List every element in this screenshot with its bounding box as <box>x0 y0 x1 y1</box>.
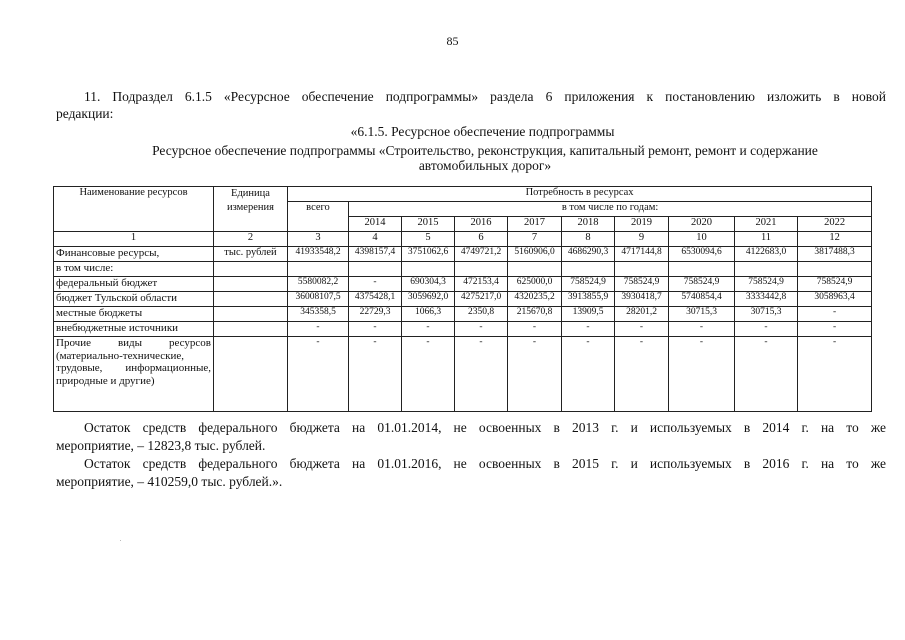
footer-paragraph-1-line2: мероприятие, – 12823,8 тыс. рублей. <box>56 438 266 453</box>
header-unit: Единица измерения <box>214 187 288 232</box>
row-value <box>669 262 735 277</box>
row-value: 3059692,0 <box>402 292 455 307</box>
header-resource-name: Наименование ресурсов <box>54 187 214 232</box>
row-value: - <box>402 337 455 412</box>
resource-table <box>53 186 872 412</box>
table-row-other-resources <box>54 337 872 412</box>
row-value: 4749721,2 <box>455 247 508 262</box>
row-value <box>288 262 349 277</box>
row-value: - <box>735 337 798 412</box>
row-value: - <box>562 322 615 337</box>
row-value: - <box>349 277 402 292</box>
row-value: 30715,3 <box>669 307 735 322</box>
row-label: местные бюджеты <box>54 307 214 322</box>
row-value: 4717144,8 <box>615 247 669 262</box>
table-caption <box>100 143 870 173</box>
row-label: бюджет Тульской области <box>54 292 214 307</box>
row-value: 3930418,7 <box>615 292 669 307</box>
row-value: 5160906,0 <box>508 247 562 262</box>
row-value <box>455 262 508 277</box>
column-number: 9 <box>615 232 669 247</box>
table-row-including <box>54 262 872 277</box>
table-row-federal <box>54 277 872 292</box>
header-total: всего <box>288 202 349 232</box>
row-value: 36008107,5 <box>288 292 349 307</box>
row-value: - <box>402 322 455 337</box>
row-unit <box>214 262 288 277</box>
row-value: 3913855,9 <box>562 292 615 307</box>
row-value: 3817488,3 <box>798 247 872 262</box>
footer-paragraph-2-line2: мероприятие, – 410259,0 тыс. рублей.». <box>56 474 283 489</box>
intro-paragraph-line1: 11. Подраздел 6.1.5 «Ресурсное обеспечение подпрограммы» раздела 6 приложения к постановлению изложить в новой <box>84 89 886 104</box>
row-value: - <box>288 322 349 337</box>
row-unit <box>214 337 288 412</box>
row-unit <box>214 292 288 307</box>
scan-speck <box>120 540 121 541</box>
column-number: 4 <box>349 232 402 247</box>
row-value: 4398157,4 <box>349 247 402 262</box>
column-numbers-row <box>54 232 872 247</box>
row-value <box>735 262 798 277</box>
row-value: 4320235,2 <box>508 292 562 307</box>
row-value: 3751062,6 <box>402 247 455 262</box>
row-value: - <box>798 307 872 322</box>
row-label: Финансовые ресурсы, <box>54 247 214 262</box>
row-value: - <box>508 322 562 337</box>
footer-paragraph-2 <box>56 455 886 491</box>
row-value: 30715,3 <box>735 307 798 322</box>
section-title: «6.1.5. Ресурсное обеспечение подпрограммы <box>350 124 615 139</box>
row-unit <box>214 307 288 322</box>
header-year: 2020 <box>669 217 735 232</box>
row-value: 625000,0 <box>508 277 562 292</box>
header-need: Потребность в ресурсах <box>288 187 872 202</box>
row-value: 4686290,3 <box>562 247 615 262</box>
header-by-years: в том числе по годам: <box>349 202 872 217</box>
header-year: 2019 <box>615 217 669 232</box>
footer-paragraph-1-line1: Остаток средств федерального бюджета на 01.01.2014, не освоенных в 2013 г. и используемых в 2014 г. на то же <box>84 420 886 435</box>
column-number: 5 <box>402 232 455 247</box>
row-value <box>562 262 615 277</box>
row-value: - <box>735 322 798 337</box>
row-value: 758524,9 <box>562 277 615 292</box>
row-value: - <box>798 322 872 337</box>
row-value: 13909,5 <box>562 307 615 322</box>
table-row-financial <box>54 247 872 262</box>
row-value: 4275217,0 <box>455 292 508 307</box>
header-year: 2021 <box>735 217 798 232</box>
table-row-extrabudget <box>54 322 872 337</box>
row-value <box>508 262 562 277</box>
row-value: 1066,3 <box>402 307 455 322</box>
column-number: 7 <box>508 232 562 247</box>
row-value: - <box>349 322 402 337</box>
row-value: - <box>562 337 615 412</box>
row-value: 215670,8 <box>508 307 562 322</box>
table-caption-line1: Ресурсное обеспечение подпрограммы «Строительство, реконструкция, капитальный ремонт, ремонт и содержание <box>152 143 818 158</box>
column-number: 10 <box>669 232 735 247</box>
row-value: 758524,9 <box>735 277 798 292</box>
row-value: 5740854,4 <box>669 292 735 307</box>
header-year: 2016 <box>455 217 508 232</box>
row-value: - <box>615 337 669 412</box>
column-number: 3 <box>288 232 349 247</box>
column-number: 1 <box>54 232 214 247</box>
table-row-regional <box>54 292 872 307</box>
header-year: 2022 <box>798 217 872 232</box>
header-year: 2018 <box>562 217 615 232</box>
row-value: 345358,5 <box>288 307 349 322</box>
page-number: 85 <box>446 34 459 48</box>
row-value: 758524,9 <box>669 277 735 292</box>
row-value: 4375428,1 <box>349 292 402 307</box>
row-value: 758524,9 <box>798 277 872 292</box>
row-value: 41933548,2 <box>288 247 349 262</box>
row-value: - <box>615 322 669 337</box>
table-row-local <box>54 307 872 322</box>
column-number: 6 <box>455 232 508 247</box>
row-value: - <box>669 322 735 337</box>
row-value: - <box>798 337 872 412</box>
header-year: 2015 <box>402 217 455 232</box>
row-value: 472153,4 <box>455 277 508 292</box>
row-value <box>349 262 402 277</box>
row-value <box>615 262 669 277</box>
column-number: 8 <box>562 232 615 247</box>
row-value: 3058963,4 <box>798 292 872 307</box>
header-year: 2017 <box>508 217 562 232</box>
row-value: 4122683,0 <box>735 247 798 262</box>
row-value: 22729,3 <box>349 307 402 322</box>
column-number: 11 <box>735 232 798 247</box>
table-caption-line2: автомобильных дорог» <box>418 158 552 173</box>
row-value: 28201,2 <box>615 307 669 322</box>
column-number: 2 <box>214 232 288 247</box>
row-value <box>402 262 455 277</box>
row-value: 2350,8 <box>455 307 508 322</box>
header-year: 2014 <box>349 217 402 232</box>
row-unit <box>214 277 288 292</box>
row-value: - <box>669 337 735 412</box>
row-label: Прочие виды ресурсов (материально-технические, трудовые, информационные, природные и другие) <box>54 337 214 412</box>
row-label: федеральный бюджет <box>54 277 214 292</box>
row-value: - <box>508 337 562 412</box>
row-value: - <box>455 322 508 337</box>
row-value: - <box>288 337 349 412</box>
row-value: - <box>349 337 402 412</box>
row-label: внебюджетные источники <box>54 322 214 337</box>
row-unit: тыс. рублей <box>214 247 288 262</box>
row-label: в том числе: <box>54 262 214 277</box>
row-value <box>798 262 872 277</box>
row-value: 690304,3 <box>402 277 455 292</box>
column-number: 12 <box>798 232 872 247</box>
row-value: - <box>455 337 508 412</box>
intro-paragraph-line2: редакции: <box>56 106 114 121</box>
row-value: 3333442,8 <box>735 292 798 307</box>
footer-paragraph-1 <box>56 419 886 455</box>
footer-paragraph-2-line1: Остаток средств федерального бюджета на 01.01.2016, не освоенных в 2015 г. и используемых в 2016 г. на то же <box>84 456 886 471</box>
row-value: 758524,9 <box>615 277 669 292</box>
row-value: 5580082,2 <box>288 277 349 292</box>
row-unit <box>214 322 288 337</box>
row-value: 6530094,6 <box>669 247 735 262</box>
